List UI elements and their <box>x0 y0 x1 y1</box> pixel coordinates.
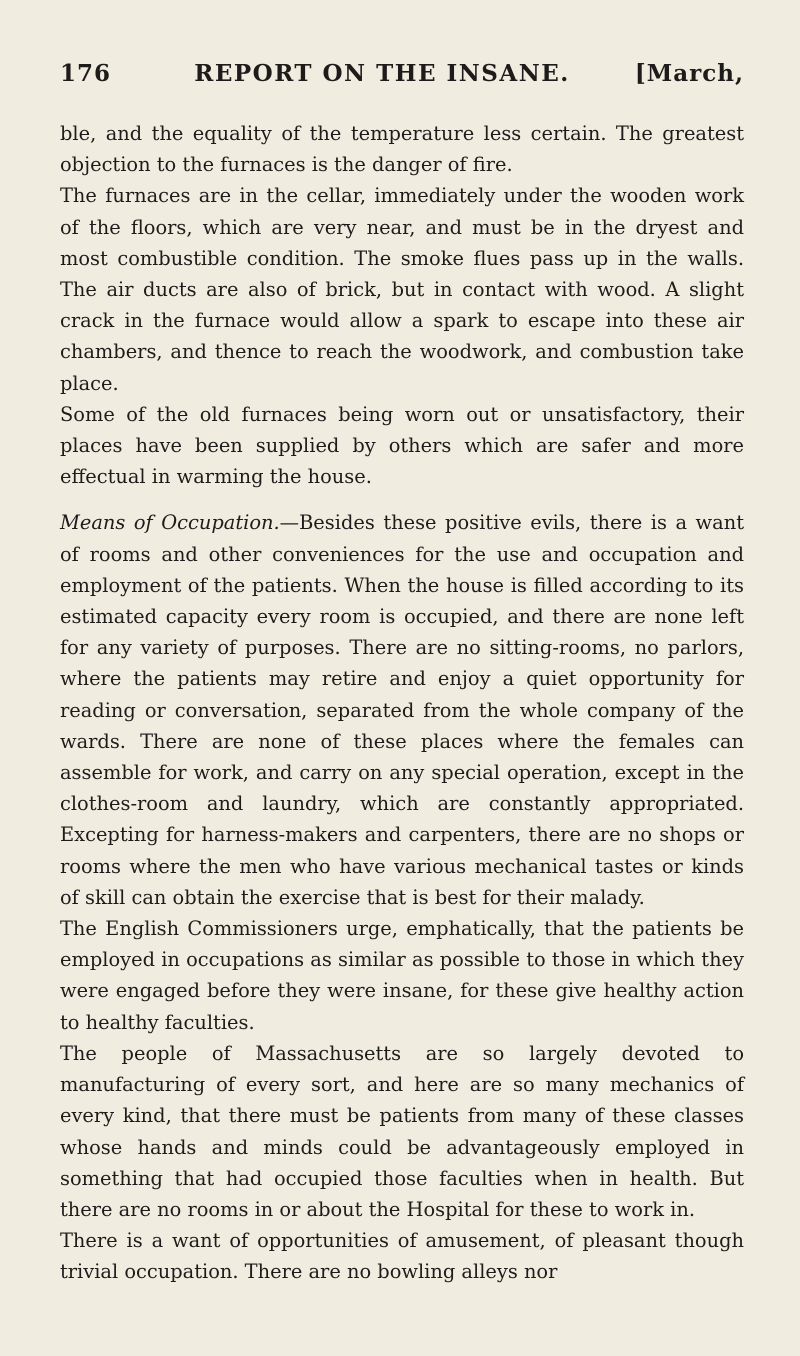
section-paragraph <box>60 507 744 913</box>
running-title: REPORT ON THE INSANE. <box>194 60 570 87</box>
page-number: 176 <box>60 60 112 87</box>
paragraph: Some of the old furnaces being worn out or unsatisfactory, their places have been supplied by others which are safer and more effectual in warming the house. <box>60 402 744 489</box>
paragraph: ble, and the equality of the temperature less certain. The greatest objection to the furnaces is the danger of fire. <box>60 122 744 177</box>
paragraph: The people of Massachusetts are so largely devoted to manufacturing of every sort, and here are so many mechanics of every kind, that there must be patients from many of these classes whose hands and minds could be advantageously employed in something that had occupied those faculties when in health. But there are no rooms in or about the Hospital for these to work in. <box>60 1041 744 1221</box>
paragraph: There is a want of opportunities of amusement, of pleasant though trivial occupation. There are no bowling alleys nor <box>60 1229 744 1284</box>
paragraph: The English Commissioners urge, emphatically, that the patients be employed in occupations as similar as possible to those in which they were engaged before they were insane, for these give healthy action to healthy faculties. <box>60 917 744 1034</box>
body-text <box>60 118 744 1288</box>
running-date: [March, <box>634 60 744 87</box>
running-head <box>60 60 744 104</box>
section-heading: Means of Occupation. <box>60 511 280 535</box>
section-paragraph-text: —Besides these positive evils, there is a want of rooms and other conveniences for the use and occupation and employment of the patients. When the house is filled according to its estimated capacity every room is occupied, and there are none left for any variety of purposes. There are no sitting-rooms, no parlors, where the patients may retire and enjoy a quiet opportunity for reading or conversation, separated from the whole company of the wards. There are none of these places where the females can assemble for work, and carry on any special operation, except in the clothes-room and laundry, which are constantly appropriated. Excepting for harness-makers and carpenters, there are no shops or rooms where the men who have various mechanical tastes or kinds of skill can obtain the exercise that is best for their malady. <box>60 511 744 909</box>
paragraph: The furnaces are in the cellar, immediately under the wooden work of the floors, which are very near, and must be in the dryest and most combustible condition. The smoke flues pass up in the walls. The air ducts are also of brick, but in contact with wood. A slight crack in the furnace would allow a spark to escape into these air chambers, and thence to reach the woodwork, and combustion take place. <box>60 184 744 395</box>
